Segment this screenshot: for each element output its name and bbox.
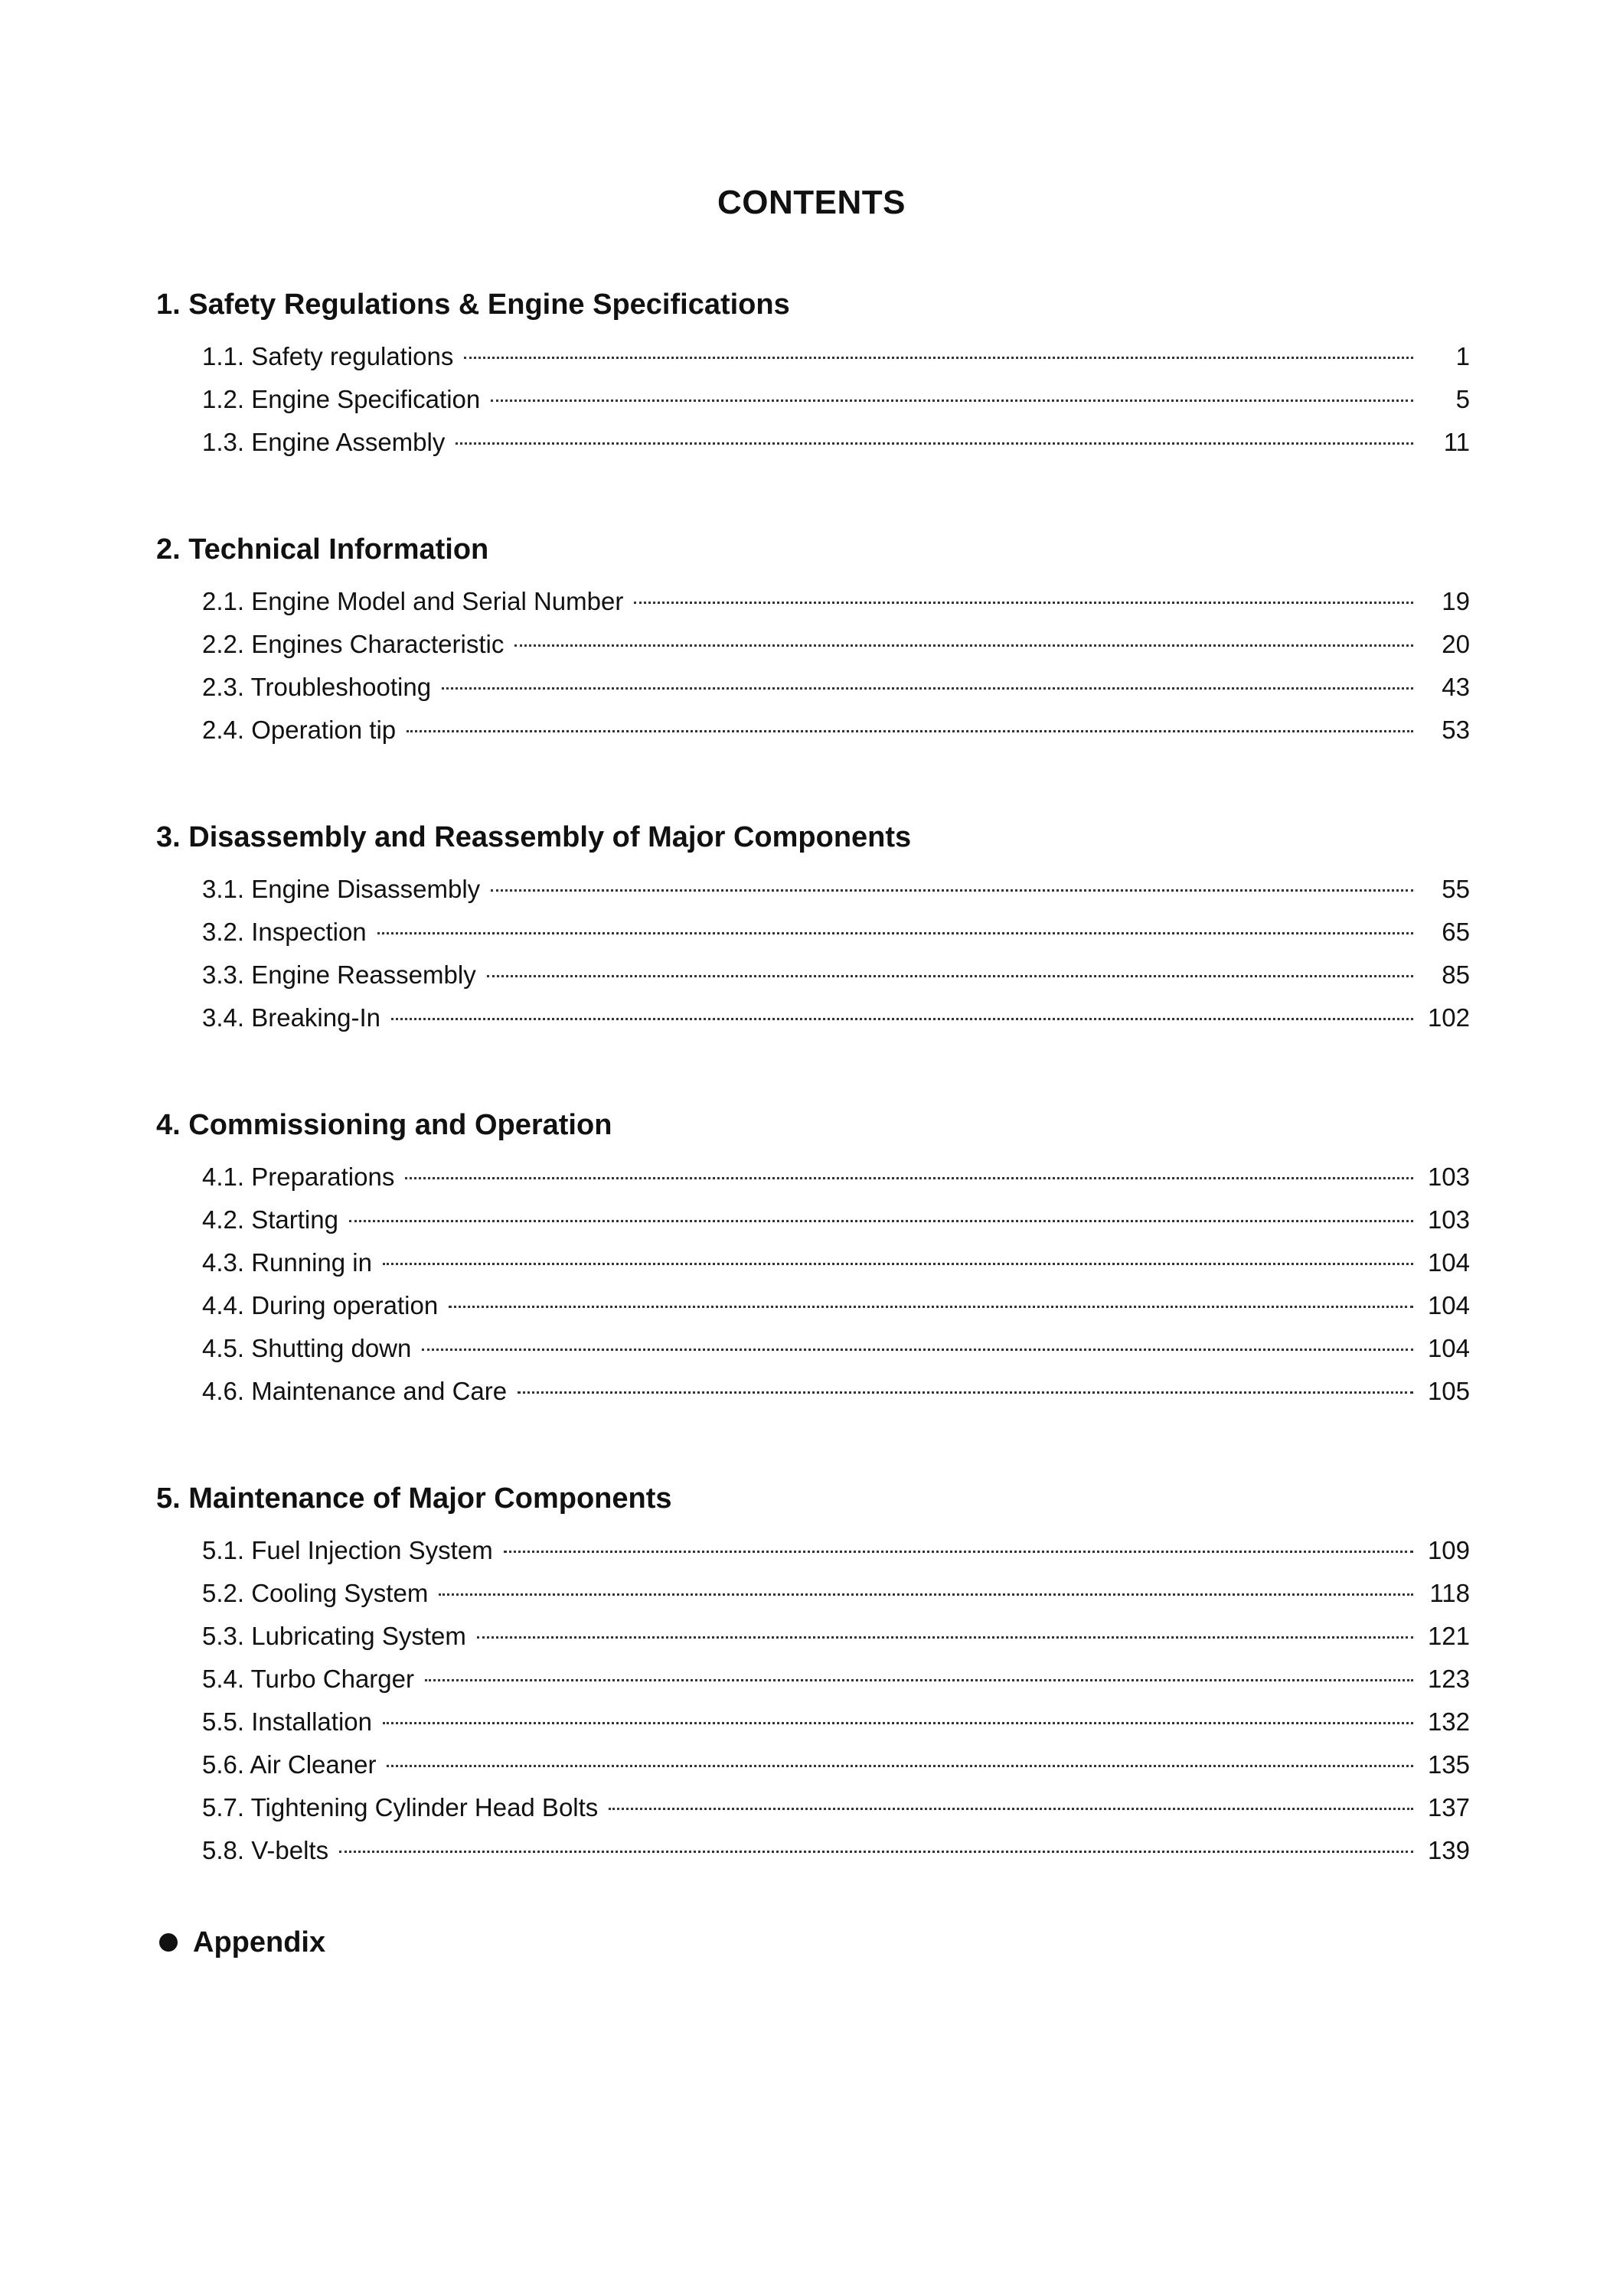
toc-entry[interactable]: [156, 1786, 1470, 1829]
toc-entry-label: 3.1. Engine Disassembly: [202, 875, 481, 903]
dot-leader: [349, 1220, 1413, 1222]
dot-leader: [387, 1765, 1413, 1767]
dot-leader: [383, 1263, 1413, 1265]
toc-entry-label: 4.2. Starting: [202, 1205, 338, 1234]
toc-entry-label: 3.3. Engine Reassembly: [202, 960, 476, 989]
toc-section: [156, 1105, 1470, 1413]
toc-entry[interactable]: [156, 868, 1470, 911]
toc-entry-page-number: 135: [1427, 1750, 1470, 1779]
toc-entry-label: 4.1. Preparations: [202, 1163, 395, 1191]
toc-entry-page-number: 53: [1442, 716, 1470, 744]
toc-entry-label: 5.3. Lubricating System: [202, 1622, 466, 1650]
dot-leader: [634, 602, 1413, 604]
toc-entry[interactable]: [156, 1529, 1470, 1572]
dot-leader: [391, 1018, 1413, 1020]
section-title[interactable]: 1. Safety Regulations & Engine Specifications: [156, 289, 790, 321]
toc-entry-label: 2.2. Engines Characteristic: [202, 630, 505, 658]
toc-entry[interactable]: [156, 1241, 1470, 1284]
toc-entry-page-number: 105: [1427, 1377, 1470, 1405]
section-title[interactable]: 2. Technical Information: [156, 533, 489, 566]
toc-entry-label: 5.1. Fuel Injection System: [202, 1536, 493, 1564]
dot-leader: [383, 1722, 1413, 1724]
toc-entry-label: 5.2. Cooling System: [202, 1579, 429, 1607]
page-title: CONTENTS: [717, 184, 906, 221]
toc-entry-page-number: 118: [1429, 1579, 1470, 1607]
toc-entry-page-number: 85: [1442, 960, 1470, 989]
toc-entry-label: 4.5. Shutting down: [202, 1334, 412, 1362]
toc-entry[interactable]: [156, 954, 1470, 996]
toc-entry-label: 3.2. Inspection: [202, 918, 367, 946]
dot-leader: [442, 687, 1413, 690]
toc-entry[interactable]: [156, 1615, 1470, 1658]
toc-entry-label: 5.8. V-belts: [202, 1836, 329, 1864]
toc-entry-page-number: 109: [1427, 1536, 1470, 1564]
toc-entry-page-number: 1: [1455, 342, 1470, 370]
toc-entry-page-number: 132: [1427, 1707, 1470, 1736]
section-title[interactable]: 4. Commissioning and Operation: [156, 1109, 612, 1141]
toc-entry-label: 3.4. Breaking-In: [202, 1003, 380, 1032]
toc-entry-page-number: 104: [1427, 1291, 1470, 1319]
toc-entry-label: 1.1. Safety regulations: [202, 342, 454, 370]
toc-entry-page-number: 20: [1442, 630, 1470, 658]
toc-entry-label: 2.3. Troubleshooting: [202, 673, 432, 701]
toc-entry[interactable]: [156, 996, 1470, 1039]
toc-entry-label: 5.5. Installation: [202, 1707, 372, 1736]
toc-entry-label: 2.4. Operation tip: [202, 716, 397, 744]
toc-entry[interactable]: [156, 335, 1470, 378]
toc-entry[interactable]: [156, 421, 1470, 464]
dot-leader: [407, 730, 1413, 732]
toc-entry[interactable]: [156, 1199, 1470, 1241]
appendix-label: Appendix: [193, 1926, 326, 1958]
toc-entry[interactable]: [156, 1572, 1470, 1615]
dot-leader: [491, 400, 1413, 402]
toc-entry[interactable]: [156, 1743, 1470, 1786]
toc-entry-page-number: 121: [1427, 1622, 1470, 1650]
toc-entry[interactable]: [156, 666, 1470, 709]
toc-entry[interactable]: [156, 1156, 1470, 1199]
toc-entry-page-number: 139: [1427, 1836, 1470, 1864]
toc-entry-label: 5.7. Tightening Cylinder Head Bolts: [202, 1793, 599, 1821]
toc-section: [156, 817, 1470, 1039]
toc-section: [156, 285, 1470, 464]
toc-entry-page-number: 43: [1442, 673, 1470, 701]
dot-leader: [339, 1851, 1413, 1853]
dot-leader: [514, 644, 1413, 647]
dot-leader: [464, 357, 1413, 359]
dot-leader: [487, 975, 1413, 977]
toc-entry[interactable]: [156, 1701, 1470, 1743]
dot-leader: [491, 889, 1413, 892]
dot-leader: [609, 1808, 1413, 1810]
dot-leader: [456, 442, 1413, 445]
dot-leader: [449, 1306, 1413, 1308]
toc-entry-page-number: 103: [1427, 1163, 1470, 1191]
toc-entry-page-number: 19: [1442, 587, 1470, 615]
toc-entry-label: 2.1. Engine Model and Serial Number: [202, 587, 624, 615]
table-of-contents: [156, 285, 1470, 1962]
toc-entry-page-number: 123: [1427, 1665, 1470, 1693]
toc-entry-page-number: 55: [1442, 875, 1470, 903]
toc-entry[interactable]: [156, 1284, 1470, 1327]
toc-entry[interactable]: [156, 1658, 1470, 1701]
section-title[interactable]: 3. Disassembly and Reassembly of Major Components: [156, 821, 912, 853]
toc-entry[interactable]: [156, 1327, 1470, 1370]
toc-entry-label: 1.3. Engine Assembly: [202, 428, 446, 456]
toc-entry[interactable]: [156, 1370, 1470, 1413]
toc-entry[interactable]: [156, 1829, 1470, 1872]
toc-section: [156, 530, 1470, 752]
toc-entry-label: 5.6. Air Cleaner: [202, 1750, 377, 1779]
toc-entry-page-number: 5: [1455, 385, 1470, 413]
dot-leader: [504, 1551, 1413, 1553]
toc-entry[interactable]: [156, 623, 1470, 666]
toc-entry-label: 4.6. Maintenance and Care: [202, 1377, 508, 1405]
toc-entry[interactable]: [156, 911, 1470, 954]
toc-entry-label: 1.2. Engine Specification: [202, 385, 481, 413]
toc-section: [156, 1479, 1470, 1872]
toc-entry-page-number: 11: [1443, 428, 1470, 456]
toc-entry-page-number: 103: [1427, 1205, 1470, 1234]
toc-entry-label: 4.3. Running in: [202, 1248, 372, 1277]
section-title[interactable]: 5. Maintenance of Major Components: [156, 1482, 672, 1515]
appendix-entry[interactable]: [156, 1923, 1470, 1962]
dot-leader: [377, 932, 1413, 934]
toc-entry-page-number: 65: [1442, 918, 1470, 946]
toc-entry-page-number: 102: [1427, 1003, 1470, 1032]
toc-entry-page-number: 104: [1427, 1334, 1470, 1362]
toc-entry-page-number: 104: [1427, 1248, 1470, 1277]
dot-leader: [477, 1636, 1413, 1639]
toc-entry[interactable]: [156, 580, 1470, 623]
bullet-icon: [159, 1933, 178, 1952]
toc-entry-label: 4.4. During operation: [202, 1291, 439, 1319]
dot-leader: [422, 1349, 1413, 1351]
toc-entry-page-number: 137: [1427, 1793, 1470, 1821]
dot-leader: [439, 1593, 1413, 1596]
toc-entry-label: 5.4. Turbo Charger: [202, 1665, 414, 1693]
dot-leader: [405, 1177, 1413, 1179]
toc-entry[interactable]: [156, 378, 1470, 421]
dot-leader: [518, 1391, 1413, 1394]
toc-entry[interactable]: [156, 709, 1470, 752]
dot-leader: [425, 1679, 1413, 1681]
